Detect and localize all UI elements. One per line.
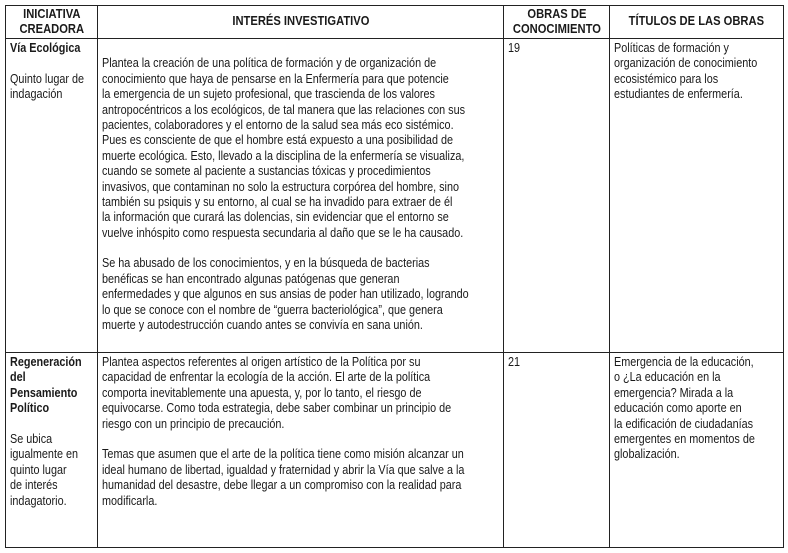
- text-line: emergentes en momentos de: [614, 431, 755, 446]
- text-line: cuando se somete al paciente a sustancias tóxicas y procedimientos: [102, 164, 431, 179]
- text-line: equivocarse. Como toda estrategia, debe saber combinar un principio de: [102, 401, 452, 416]
- obras-count: 19: [508, 41, 521, 55]
- cell-iniciativa: [6, 39, 98, 353]
- header-iniciativa: [6, 6, 98, 39]
- text-line: OBRAS DE: [526, 5, 587, 21]
- obras-count: 21: [508, 355, 521, 369]
- text-line: muerte ecológica. Esto, llevado a la disciplina de la enfermería se visualiza,: [102, 148, 465, 163]
- text-line: globalización.: [614, 447, 680, 462]
- text-line: [102, 432, 498, 447]
- cell-obras: [504, 353, 610, 548]
- cell-titulos: [610, 353, 784, 548]
- text-line: Quinto lugar de: [10, 71, 85, 86]
- research-table: [5, 5, 784, 548]
- text-line: igualmente en: [10, 447, 79, 462]
- text-line: Plantea aspectos referentes al origen artístico de la Política por su: [102, 355, 421, 369]
- text-line: pacientes, colaboradores y el entorno de la salud sea más eco sistémico.: [102, 117, 454, 132]
- header-obras: [504, 6, 610, 39]
- text-line: Político: [10, 401, 50, 416]
- text-line: TÍTULOS DE LAS OBRAS: [628, 13, 765, 29]
- text-line: de interés: [10, 478, 58, 493]
- text-line: Temas que asumen que el arte de la política tiene como misión alcanzar un: [102, 447, 464, 462]
- text-line: la edificación de ciudadanías: [614, 416, 754, 431]
- cell-interes: [98, 353, 504, 548]
- cell-titulos: [610, 39, 784, 353]
- text-line: Plantea la creación de una política de formación y de organización de: [102, 56, 437, 71]
- text-line: indagatorio.: [10, 493, 67, 508]
- text-line: [10, 417, 93, 432]
- text-line: vuelve inhóspito como respuesta secundaria al daño que se le ha causado.: [102, 225, 464, 240]
- text-line: quinto lugar: [10, 462, 67, 477]
- text-line: humanidad del desastre, debe llegar a un compromiso con la realidad para: [102, 478, 462, 493]
- text-line: [102, 41, 498, 56]
- text-line: muerte y autodestrucción cuando antes se convivía en sana unión.: [102, 318, 423, 333]
- text-line: Políticas de formación y: [614, 41, 729, 55]
- text-line: Emergencia de la educación,: [614, 355, 754, 369]
- cell-obras: [504, 39, 610, 353]
- text-line: benéficas se han encontrado algunas patógenas que generan: [102, 271, 400, 286]
- text-line: también su psiquis y su entorno, al cual se ha invadido para extraer de él: [102, 194, 453, 209]
- cell-interes: [98, 39, 504, 353]
- text-line: Vía Ecológica: [10, 41, 81, 55]
- text-line: invasivos, que contaminan no solo la estructura corpórea del hombre, sino: [102, 179, 460, 194]
- header-titulos: [610, 6, 784, 39]
- text-line: INTERÉS INVESTIGATIVO: [231, 13, 370, 29]
- text-line: conocimiento que haya de pensarse en la Enfermería para que potencie: [102, 71, 449, 86]
- text-line: Pues es consciente de que el hombre está expuesto a una posibilidad de: [102, 133, 454, 148]
- text-line: Se ubica: [10, 431, 53, 446]
- text-line: organización de conocimiento: [614, 56, 758, 71]
- text-line: enfermedades y que algunos en sus ansias de poder han utilizado, logrando: [102, 287, 469, 302]
- text-line: o ¿La educación en la: [614, 370, 721, 385]
- text-line: estudiantes de enfermería.: [614, 87, 743, 102]
- text-line: CONOCIMIENTO: [512, 21, 601, 36]
- table-row: [6, 39, 784, 353]
- text-line: Pensamiento: [10, 385, 78, 400]
- text-line: la emergencia de un sujeto profesional, que trascienda de los valores: [102, 87, 435, 102]
- text-line: riesgo con un principio de precaución.: [102, 416, 285, 431]
- text-line: lo que se conoce con el nombre de “guerra bacteriológica”, que genera: [102, 302, 443, 317]
- text-line: INICIATIVA: [22, 5, 81, 21]
- text-line: antropocéntricos a los ecológicos, de tal manera que las relaciones con sus: [102, 102, 466, 117]
- text-line: [10, 56, 93, 71]
- text-line: modificarla.: [102, 493, 158, 508]
- text-line: CREADORA: [19, 21, 84, 36]
- text-line: educación como aporte en: [614, 401, 742, 416]
- text-line: indagación: [10, 87, 63, 102]
- text-line: ideal humano de libertad, igualdad y fraternidad y abrir la Vía que salve a la: [102, 462, 465, 477]
- cell-iniciativa: [6, 353, 98, 548]
- text-line: capacidad de enfrentar la ecología de la acción. El arte de la política: [102, 370, 431, 385]
- text-line: la información que curará las dolencias, sin evidenciar que el entorno se: [102, 210, 449, 225]
- text-line: ecosistémico para los: [614, 71, 719, 86]
- header-row: [6, 6, 784, 39]
- text-line: [102, 241, 498, 256]
- table-row: [6, 353, 784, 548]
- text-line: emergencia? Mirada a la: [614, 385, 734, 400]
- text-line: comporta inevitablemente una apuesta, y, por lo tanto, el riesgo de: [102, 385, 422, 400]
- header-interes: [98, 6, 504, 39]
- text-line: del: [10, 370, 26, 385]
- text-line: Se ha abusado de los conocimientos, y en la búsqueda de bacterias: [102, 256, 430, 271]
- text-line: Regeneración: [10, 355, 82, 369]
